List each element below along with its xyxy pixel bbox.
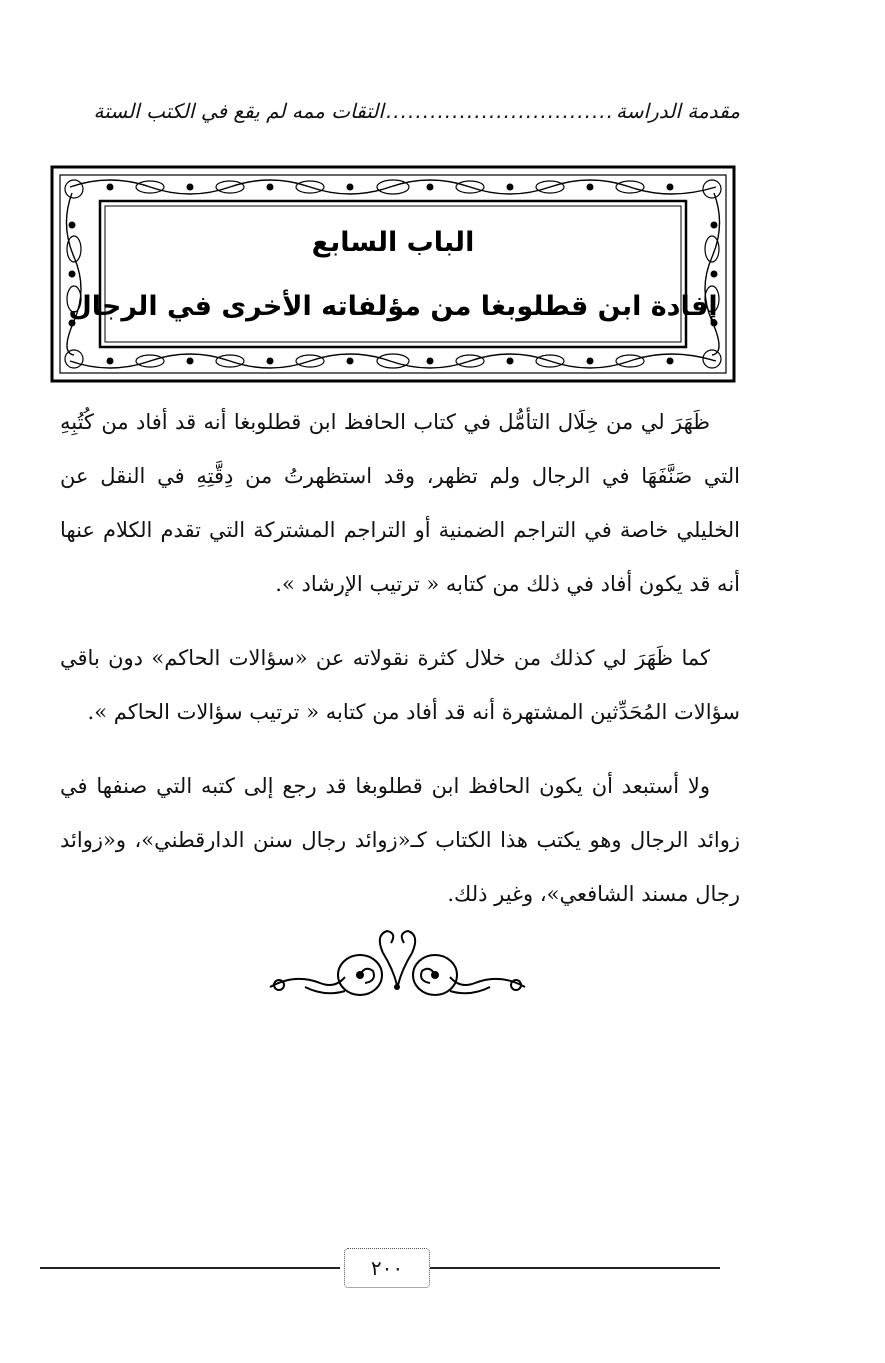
running-header xyxy=(80,94,740,128)
footer-rule-left xyxy=(40,1267,340,1269)
floral-divider-icon xyxy=(265,925,530,1005)
paragraph-2: كما ظَهَرَ لي كذلك من خلال كثرة نقولاته عن «سؤالات الحاكم» دون باقي سؤالات المُحَدِّثين المشتهرة أنه قد أفاد من كتابه « ترتيب سؤالات الحاكم ». xyxy=(60,646,740,724)
footer-rule-right xyxy=(430,1267,720,1269)
chapter-label: الباب السابع xyxy=(311,227,475,258)
header-section-title: مقدمة الدراسة xyxy=(616,99,740,123)
page-number: ٢٠٠ xyxy=(344,1248,430,1288)
header-book-title: التقات ممه لم يقع في الكتب الستة xyxy=(93,99,384,123)
paragraph-3: ولا أستبعد أن يكون الحافظ ابن قطلوبغا قد رجع إلى كتبه التي صنفها في زوائد الرجال وهو يكتب هذا الكتاب كـ«زوائد رجال سنن الدارقطني»، و«زوائد رجال مسند الشافعي»، وغير ذلك. xyxy=(60,774,740,906)
body-text xyxy=(60,395,740,941)
header-leader-dots: ............................... xyxy=(385,99,615,123)
chapter-title: إفادة ابن قطلوبغا من مؤلفاته الأخرى في الرجال xyxy=(68,291,718,322)
ornamental-frame-icon xyxy=(50,165,736,383)
paragraph-1: ظَهَرَ لي من خِلَال التأمُّل في كتاب الحافظ ابن قطلوبغا أنه قد أفاد من كُتُبِهِ التي صَنَّفَهَا في الرجال ولم تظهر، وقد استظهرتُ من دِقَّتِهِ في النقل عن الخليلي خاصة في التراجم الضمنية أو التراجم المشتركة التي تقدم الكلام عنها أنه قد يكون أفاد في ذلك من كتابه « ترتيب الإرشاد ». xyxy=(60,410,740,596)
chapter-title-frame xyxy=(50,165,736,383)
